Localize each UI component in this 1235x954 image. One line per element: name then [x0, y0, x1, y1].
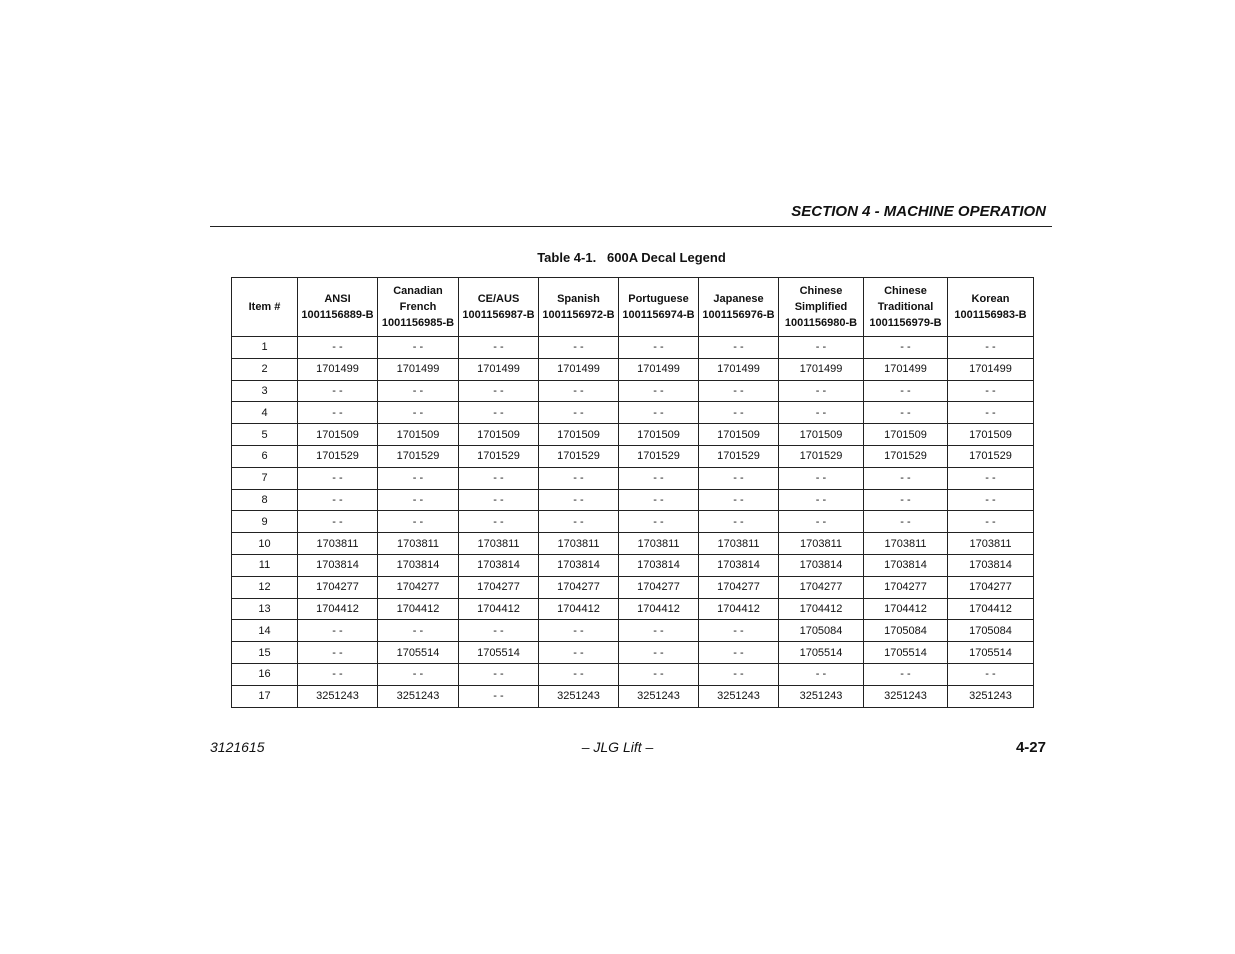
- decal-part-cell: 1704412: [619, 598, 699, 620]
- decal-part-cell: 1701509: [948, 424, 1034, 446]
- column-header-line: Traditional: [877, 301, 934, 313]
- decal-part-cell: 1701509: [864, 424, 948, 446]
- decal-part-cell: 1703811: [619, 533, 699, 555]
- table-row: [232, 489, 1034, 511]
- decal-part-cell: - -: [619, 467, 699, 489]
- section-title: SECTION 4 - MACHINE OPERATION: [791, 203, 1046, 220]
- column-header-line: 1001156976-B: [702, 309, 775, 321]
- column-header-line: Item #: [248, 301, 281, 313]
- decal-part-cell: 1705514: [948, 642, 1034, 664]
- decal-part-cell: 3251243: [619, 685, 699, 707]
- table-row: [232, 511, 1034, 533]
- decal-part-cell: - -: [619, 620, 699, 642]
- decal-part-cell: 3251243: [298, 685, 378, 707]
- column-header: [864, 278, 948, 337]
- decal-part-cell: 1704277: [779, 576, 864, 598]
- decal-part-cell: - -: [459, 489, 539, 511]
- decal-part-cell: - -: [619, 489, 699, 511]
- column-header-line: Spanish: [557, 293, 600, 305]
- column-header-line: Portuguese: [628, 293, 689, 305]
- decal-part-cell: 1701499: [378, 358, 459, 380]
- decal-part-cell: 1703814: [459, 554, 539, 576]
- decal-part-cell: - -: [864, 489, 948, 511]
- decal-part-cell: - -: [298, 511, 378, 533]
- column-header: [459, 278, 539, 337]
- item-number-cell: 3: [232, 380, 298, 402]
- decal-part-cell: 1701509: [298, 424, 378, 446]
- decal-part-cell: - -: [779, 467, 864, 489]
- decal-part-cell: - -: [459, 511, 539, 533]
- column-header-line: 1001156979-B: [869, 317, 942, 329]
- table-row: [232, 685, 1034, 707]
- decal-part-cell: - -: [699, 337, 779, 359]
- table-caption: Table 4-1. 600A Decal Legend: [537, 250, 726, 265]
- decal-part-cell: 1705514: [378, 642, 459, 664]
- decal-part-cell: 1703814: [779, 554, 864, 576]
- decal-part-cell: - -: [699, 380, 779, 402]
- table-row: [232, 576, 1034, 598]
- decal-part-cell: 1704277: [948, 576, 1034, 598]
- decal-part-cell: - -: [459, 467, 539, 489]
- footer-brand: – JLG Lift –: [581, 739, 654, 755]
- column-header-line: 1001156987-B: [462, 309, 535, 321]
- decal-part-cell: 1705084: [779, 620, 864, 642]
- decal-part-cell: - -: [864, 663, 948, 685]
- decal-part-cell: - -: [298, 402, 378, 424]
- decal-part-cell: 1703811: [539, 533, 619, 555]
- item-number-cell: 16: [232, 663, 298, 685]
- decal-part-cell: - -: [779, 489, 864, 511]
- item-number-cell: 17: [232, 685, 298, 707]
- page-header: [210, 200, 1052, 227]
- table-row: [232, 402, 1034, 424]
- decal-part-cell: 1701499: [619, 358, 699, 380]
- decal-part-cell: - -: [539, 511, 619, 533]
- decal-part-cell: - -: [864, 511, 948, 533]
- column-header: [298, 278, 378, 337]
- decal-part-cell: 3251243: [948, 685, 1034, 707]
- item-number-cell: 15: [232, 642, 298, 664]
- decal-part-cell: 1701509: [619, 424, 699, 446]
- column-header: [779, 278, 864, 337]
- decal-part-cell: 1703814: [298, 554, 378, 576]
- table-row: [232, 380, 1034, 402]
- decal-part-cell: 1703811: [779, 533, 864, 555]
- decal-part-cell: - -: [619, 642, 699, 664]
- decal-part-cell: - -: [378, 511, 459, 533]
- column-header-line: 1001156972-B: [542, 309, 615, 321]
- decal-part-cell: 1701499: [948, 358, 1034, 380]
- table-row: [232, 445, 1034, 467]
- decal-part-cell: 1701499: [864, 358, 948, 380]
- decal-part-cell: 1703811: [699, 533, 779, 555]
- page-number: 4-27: [1015, 739, 1046, 756]
- decal-part-cell: 1704277: [459, 576, 539, 598]
- decal-part-cell: - -: [948, 337, 1034, 359]
- decal-part-cell: 1704412: [699, 598, 779, 620]
- decal-part-cell: 1704412: [378, 598, 459, 620]
- decal-part-cell: - -: [298, 380, 378, 402]
- decal-part-cell: - -: [779, 402, 864, 424]
- column-header-line: Japanese: [713, 293, 764, 305]
- decal-part-cell: 1704412: [459, 598, 539, 620]
- decal-part-cell: 1701509: [779, 424, 864, 446]
- decal-part-cell: - -: [699, 467, 779, 489]
- decal-part-cell: 1705514: [459, 642, 539, 664]
- table-row: [232, 424, 1034, 446]
- column-header: [232, 278, 298, 337]
- decal-part-cell: - -: [298, 467, 378, 489]
- column-header: [948, 278, 1034, 337]
- decal-part-cell: - -: [539, 663, 619, 685]
- item-number-cell: 2: [232, 358, 298, 380]
- decal-part-cell: - -: [619, 402, 699, 424]
- decal-part-cell: 3251243: [779, 685, 864, 707]
- column-header-line: Chinese: [799, 285, 843, 297]
- decal-part-cell: - -: [864, 467, 948, 489]
- decal-part-cell: - -: [779, 663, 864, 685]
- item-number-cell: 4: [232, 402, 298, 424]
- column-header-line: 1001156974-B: [622, 309, 695, 321]
- decal-part-cell: - -: [948, 489, 1034, 511]
- table-row: [232, 358, 1034, 380]
- decal-part-cell: - -: [699, 402, 779, 424]
- decal-part-cell: - -: [948, 402, 1034, 424]
- decal-part-cell: - -: [459, 380, 539, 402]
- item-number-cell: 14: [232, 620, 298, 642]
- decal-part-cell: 1704277: [378, 576, 459, 598]
- decal-part-cell: - -: [298, 620, 378, 642]
- item-number-cell: 6: [232, 445, 298, 467]
- decal-part-cell: 1704277: [864, 576, 948, 598]
- decal-part-cell: 1704412: [864, 598, 948, 620]
- decal-part-cell: - -: [619, 663, 699, 685]
- decal-part-cell: - -: [459, 337, 539, 359]
- decal-part-cell: 1701509: [699, 424, 779, 446]
- decal-part-cell: - -: [378, 337, 459, 359]
- decal-part-cell: - -: [619, 380, 699, 402]
- decal-part-cell: 1705084: [864, 620, 948, 642]
- table-body: [232, 337, 1034, 708]
- decal-part-cell: 1701499: [459, 358, 539, 380]
- item-number-cell: 10: [232, 533, 298, 555]
- item-number-cell: 11: [232, 554, 298, 576]
- decal-part-cell: 1705514: [864, 642, 948, 664]
- decal-part-cell: - -: [699, 663, 779, 685]
- column-header-line: 1001156985-B: [381, 317, 455, 329]
- decal-part-cell: - -: [619, 337, 699, 359]
- decal-part-cell: 1703811: [864, 533, 948, 555]
- decal-part-cell: - -: [459, 620, 539, 642]
- table-row: [232, 642, 1034, 664]
- item-number-cell: 13: [232, 598, 298, 620]
- decal-part-cell: 1704412: [779, 598, 864, 620]
- column-header: [539, 278, 619, 337]
- decal-part-cell: - -: [378, 663, 459, 685]
- item-number-cell: 9: [232, 511, 298, 533]
- item-number-cell: 5: [232, 424, 298, 446]
- decal-part-cell: - -: [459, 663, 539, 685]
- column-header-line: 1001156889-B: [301, 309, 374, 321]
- decal-part-cell: 1703814: [539, 554, 619, 576]
- decal-part-cell: 3251243: [539, 685, 619, 707]
- decal-part-cell: 1704277: [539, 576, 619, 598]
- decal-part-cell: - -: [699, 642, 779, 664]
- decal-part-cell: - -: [864, 402, 948, 424]
- table-row: [232, 663, 1034, 685]
- decal-part-cell: 1701509: [459, 424, 539, 446]
- column-header: [699, 278, 779, 337]
- decal-part-cell: - -: [779, 380, 864, 402]
- decal-part-cell: - -: [779, 511, 864, 533]
- decal-part-cell: - -: [539, 620, 619, 642]
- decal-part-cell: - -: [378, 489, 459, 511]
- decal-part-cell: 1701529: [298, 445, 378, 467]
- decal-part-cell: - -: [378, 380, 459, 402]
- decal-part-cell: - -: [948, 511, 1034, 533]
- decal-part-cell: 1703811: [459, 533, 539, 555]
- decal-part-cell: - -: [539, 467, 619, 489]
- decal-part-cell: 1704277: [699, 576, 779, 598]
- decal-part-cell: - -: [948, 380, 1034, 402]
- decal-part-cell: - -: [699, 620, 779, 642]
- decal-part-cell: - -: [298, 489, 378, 511]
- table-row: [232, 598, 1034, 620]
- decal-part-cell: - -: [539, 642, 619, 664]
- decal-part-cell: - -: [539, 489, 619, 511]
- column-header: [619, 278, 699, 337]
- decal-part-cell: 1704412: [948, 598, 1034, 620]
- decal-part-cell: - -: [459, 685, 539, 707]
- decal-part-cell: 1701529: [619, 445, 699, 467]
- decal-part-cell: - -: [298, 337, 378, 359]
- column-header-line: French: [399, 301, 437, 313]
- decal-part-cell: - -: [699, 511, 779, 533]
- item-number-cell: 12: [232, 576, 298, 598]
- item-number-cell: 7: [232, 467, 298, 489]
- decal-part-cell: - -: [864, 380, 948, 402]
- decal-part-cell: - -: [539, 402, 619, 424]
- decal-part-cell: - -: [864, 337, 948, 359]
- decal-part-cell: 1703811: [378, 533, 459, 555]
- decal-part-cell: 1701529: [699, 445, 779, 467]
- decal-part-cell: 1703811: [298, 533, 378, 555]
- column-header: [378, 278, 459, 337]
- item-number-cell: 8: [232, 489, 298, 511]
- decal-part-cell: - -: [948, 467, 1034, 489]
- decal-part-cell: - -: [699, 489, 779, 511]
- table-header-row: [232, 278, 1034, 337]
- decal-part-cell: - -: [539, 380, 619, 402]
- decal-part-cell: 1704277: [619, 576, 699, 598]
- decal-part-cell: 1701499: [298, 358, 378, 380]
- decal-part-cell: - -: [378, 467, 459, 489]
- decal-part-cell: 1703814: [619, 554, 699, 576]
- decal-part-cell: 1703814: [864, 554, 948, 576]
- decal-part-cell: 1701529: [378, 445, 459, 467]
- decal-part-cell: 3251243: [864, 685, 948, 707]
- decal-part-cell: 1703814: [699, 554, 779, 576]
- decal-part-cell: 3251243: [699, 685, 779, 707]
- decal-part-cell: 1701509: [378, 424, 459, 446]
- decal-part-cell: 1701499: [779, 358, 864, 380]
- decal-part-cell: - -: [378, 620, 459, 642]
- decal-part-cell: 1701529: [459, 445, 539, 467]
- decal-part-cell: 1701499: [539, 358, 619, 380]
- decal-part-cell: 1701529: [864, 445, 948, 467]
- decal-part-cell: - -: [298, 663, 378, 685]
- decal-part-cell: 1701509: [539, 424, 619, 446]
- decal-part-cell: 1701529: [948, 445, 1034, 467]
- decal-part-cell: 1703811: [948, 533, 1034, 555]
- decal-part-cell: 1703814: [948, 554, 1034, 576]
- decal-legend-table: [231, 277, 1034, 708]
- column-header-line: Chinese: [884, 285, 927, 297]
- document-number: 3121615: [210, 739, 265, 755]
- column-header-line: Korean: [971, 293, 1010, 305]
- decal-part-cell: 1704412: [298, 598, 378, 620]
- column-header-line: 1001156983-B: [954, 309, 1027, 321]
- column-header-line: Canadian: [393, 285, 443, 297]
- decal-part-cell: 1701529: [539, 445, 619, 467]
- decal-part-cell: 1704412: [539, 598, 619, 620]
- decal-part-cell: - -: [459, 402, 539, 424]
- decal-part-cell: 1701529: [779, 445, 864, 467]
- decal-part-cell: 1703814: [378, 554, 459, 576]
- decal-part-cell: 1704277: [298, 576, 378, 598]
- column-header-line: 1001156980-B: [784, 317, 858, 329]
- item-number-cell: 1: [232, 337, 298, 359]
- table-row: [232, 554, 1034, 576]
- column-header-line: ANSI: [324, 293, 351, 305]
- decal-part-cell: - -: [948, 663, 1034, 685]
- decal-part-cell: - -: [539, 337, 619, 359]
- decal-part-cell: - -: [779, 337, 864, 359]
- table-row: [232, 533, 1034, 555]
- column-header-line: CE/AUS: [477, 293, 520, 305]
- decal-part-cell: 1701499: [699, 358, 779, 380]
- table-row: [232, 337, 1034, 359]
- decal-part-cell: 1705514: [779, 642, 864, 664]
- column-header-line: Simplified: [794, 301, 848, 313]
- table-row: [232, 467, 1034, 489]
- decal-part-cell: 3251243: [378, 685, 459, 707]
- decal-part-cell: - -: [619, 511, 699, 533]
- decal-part-cell: 1705084: [948, 620, 1034, 642]
- table-row: [232, 620, 1034, 642]
- decal-part-cell: - -: [298, 642, 378, 664]
- decal-part-cell: - -: [378, 402, 459, 424]
